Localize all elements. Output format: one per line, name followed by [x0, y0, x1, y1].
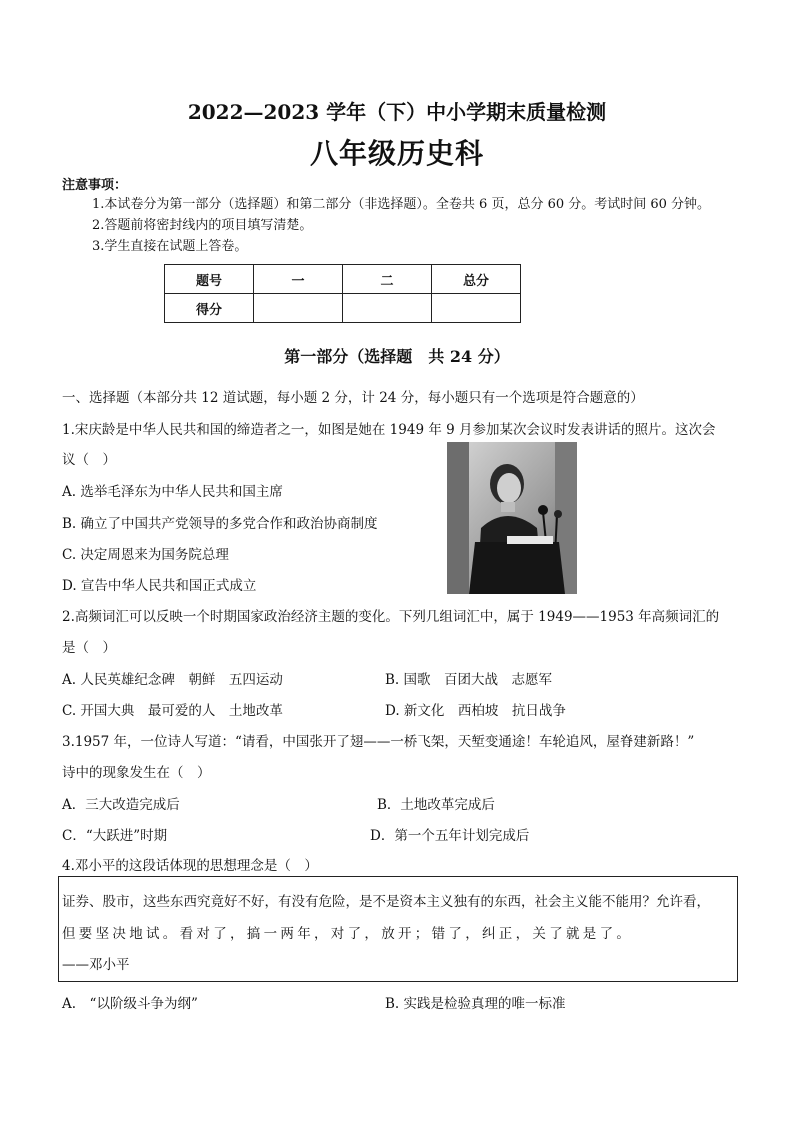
question-1-option-c[interactable]: C. 决定周恩来为国务院总理: [62, 547, 229, 563]
question-3-option-d[interactable]: D．第一个五年计划完成后: [370, 828, 530, 844]
question-1-option-b[interactable]: B. 确立了中国共产党领导的多党合作和政治协商制度: [62, 516, 378, 532]
notice-item: 2.答题前将密封线内的项目填写清楚。: [92, 218, 313, 233]
speech-photo: [447, 442, 577, 594]
section-instructions: 一、选择题（本部分共 12 道试题，每小题 2 分，计 24 分，每小题只有一个选项是符合题意的）: [62, 390, 644, 406]
question-4-option-b[interactable]: B. 实践是检验真理的唯一标准: [385, 996, 566, 1012]
score-cell: 总分: [432, 265, 521, 294]
question-2-option-d[interactable]: D. 新文化 西柏坡 抗日战争: [385, 703, 566, 719]
question-3-option-a[interactable]: A．三大改造完成后: [62, 797, 180, 813]
notice-title: 注意事项：: [62, 178, 128, 193]
speech-photo-image: [447, 442, 577, 594]
score-table: [164, 264, 521, 323]
score-cell: 一: [254, 265, 343, 294]
score-table-score-row: [165, 294, 521, 323]
score-cell: 得分: [165, 294, 254, 323]
score-input-cell[interactable]: [432, 294, 521, 323]
question-2-option-c[interactable]: C. 开国大典 最可爱的人 土地改革: [62, 703, 283, 719]
question-2-stem-cont: 是（ ）: [62, 640, 116, 656]
question-2-stem: 2.高频词汇可以反映一个时期国家政治经济主题的变化。下列几组词汇中，属于 1949——1953 年高频词汇的: [62, 609, 720, 625]
question-2-option-b[interactable]: B. 国歌 百团大战 志愿军: [385, 672, 553, 688]
quote-text-line: 但要坚决地试。看对了，搞一两年，对了，放开；错了，纠正，关了就是了。: [62, 926, 634, 942]
score-input-cell[interactable]: [254, 294, 343, 323]
question-3-stem: 3.1957 年，一位诗人写道：“请看，中国张开了翅——一桥飞架，天堑变通途！车轮追风，屋脊建新路！”: [62, 734, 695, 750]
question-3-option-c[interactable]: C．“大跃进”时期: [62, 828, 168, 844]
question-3-option-b[interactable]: B．土地改革完成后: [377, 797, 495, 813]
part-one-title: 第一部分（选择题 共 24 分）: [284, 347, 510, 366]
question-1-stem: 1.宋庆龄是中华人民共和国的缔造者之一，如图是她在 1949 年 9 月参加某次会议时发表讲话的照片。这次会: [62, 422, 716, 438]
question-2-option-a[interactable]: A. 人民英雄纪念碑 朝鲜 五四运动: [62, 672, 283, 688]
question-1-stem-cont: 议（ ）: [62, 452, 116, 468]
question-3-stem-cont: 诗中的现象发生在（ ）: [62, 765, 211, 781]
exam-title: 2022—2023 学年（下）中小学期末质量检测: [187, 100, 607, 124]
subject-title: 八年级历史科: [309, 137, 484, 170]
notice-item: 3.学生直接在试题上答卷。: [92, 239, 248, 254]
notice-item: 1.本试卷分为第一部分（选择题）和第二部分（非选择题）。全卷共 6 页，总分 60 分。考试时间 60 分钟。: [92, 197, 711, 212]
score-cell: 二: [343, 265, 432, 294]
score-cell: 题号: [165, 265, 254, 294]
score-table-header-row: [165, 265, 521, 294]
question-1-option-a[interactable]: A. 选举毛泽东为中华人民共和国主席: [62, 484, 283, 500]
quote-text-line: 证券、股市，这些东西究竟好不好，有没有危险，是不是资本主义独有的东西，社会主义能不能用？允许看，: [62, 894, 710, 910]
question-1-option-d[interactable]: D. 宣告中华人民共和国正式成立: [62, 578, 257, 594]
quote-attribution: ——邓小平: [62, 957, 130, 973]
score-input-cell[interactable]: [343, 294, 432, 323]
question-4-option-a[interactable]: A. “以阶级斗争为纲”: [62, 996, 198, 1012]
question-4-stem: 4.邓小平的这段话体现的思想理念是（ ）: [62, 858, 318, 874]
